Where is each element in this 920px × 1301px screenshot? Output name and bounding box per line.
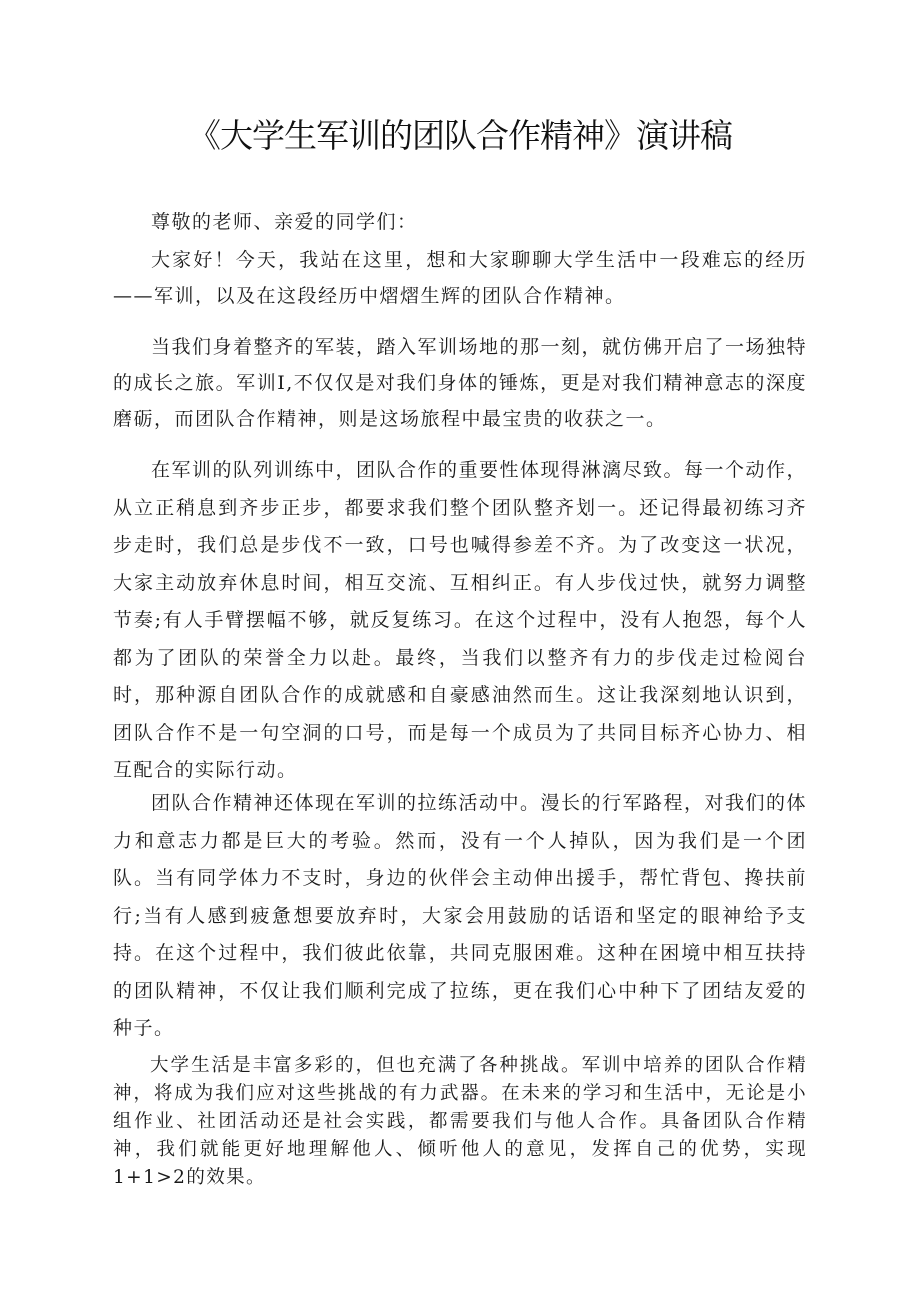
document-title: 《大学生军训的团队合作精神》演讲稿 [188, 116, 732, 155]
paragraph-march-training: 团队合作精神还体现在军训的拉练活动中。漫长的行军路程，对我们的体力和意志力都是巨大的考验。然而，没有一个人掉队，因为我们是一个团队。当有同学体力不支时，身边的伙伴会主动伸出援手，帮忙背包、搀扶前行;当有人感到疲惫想要放弃时，大家会用鼓励的话语和坚定的眼神给予支持。在这个过程中，我们彼此依靠，共同克服困难。这种在困境中相互扶持的团队精神，不仅让我们顺利完成了拉练，更在我们心中种下了团结友爱的种子。 [113, 792, 808, 1039]
paragraph-growth-journey: 当我们身着整齐的军装，踏入军训场地的那一刻，就仿佛开启了一场独特的成长之旅。军训I,不仅仅是对我们身体的锤炼，更是对我们精神意志的深度磨砺，而团队合作精神，则是这场旅程中最宝贵的收获之一。 [113, 336, 808, 430]
paragraph-opening: 大家好！今天，我站在这里，想和大家聊聊大学生活中一段难忘的经历——军训，以及在这段经历中熠熠生辉的团队合作精神。 [113, 249, 807, 307]
paragraph-drill-training: 在军训的队列训练中，团队合作的重要性体现得淋漓尽致。每一个动作，从立正稍息到齐步正步，都要求我们整个团队整齐划一。还记得最初练习齐步走时，我们总是步伐不一致，口号也喊得参差不齐。为了改变这一状况，大家主动放弃休息时间，相互交流、互相纠正。有人步伐过快，就努力调整节奏;有人手臂摆幅不够，就反复练习。在这个过程中，没有人抱怨，每个人都为了团队的荣誉全力以赴。最终，当我们以整齐有力的步伐走过检阅台时，那种源自团队合作的成就感和自豪感油然而生。这让我深刻地认识到，团队合作不是一句空洞的口号，而是每一个成员为了共同目标齐心协力、相互配合的实际行动。 [113, 459, 808, 781]
paragraph-conclusion: 大学生活是丰富多彩的，但也充满了各种挑战。军训中培养的团队合作精神，将成为我们应对这些挑战的有力武器。在未来的学习和生活中，无论是小组作业、社团活动还是社会实践，都需要我们与他人合作。具备团队合作精神，我们就能更好地理解他人、倾听他人的意见，发挥自己的优势，实现1+1>2的效果。 [113, 1055, 807, 1188]
greeting: 尊敬的老师、亲爱的同学们： [151, 211, 418, 233]
